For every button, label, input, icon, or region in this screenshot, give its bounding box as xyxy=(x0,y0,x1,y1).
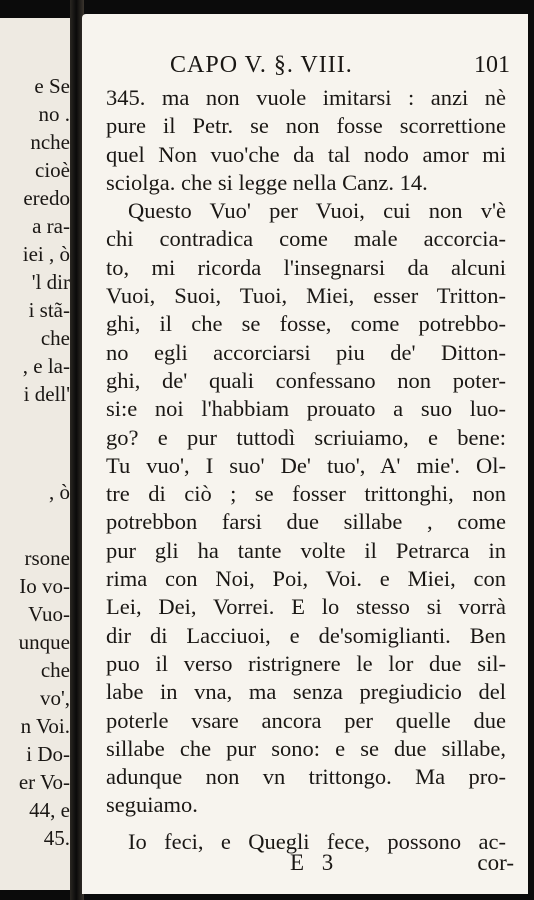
text-line: adunque non vn trittongo. Ma pro- xyxy=(106,764,506,790)
left-fragment: Vuo- xyxy=(28,602,70,626)
text-line: seguiamo. xyxy=(106,792,198,818)
left-fragment: eredo xyxy=(23,186,70,210)
text-line: to, mi ricorda l'insegnarsi da alcuni xyxy=(106,254,506,280)
left-fragment: i dell' xyxy=(23,382,70,406)
left-fragment: vo', xyxy=(39,686,70,710)
text-line: Vuoi, Suoi, Tuoi, Miei, esser Tritton- xyxy=(106,283,506,309)
page-footer xyxy=(82,850,528,880)
left-fragment: e Se xyxy=(34,74,70,98)
text-line: labe in vna, ma senza pregiudicio del xyxy=(106,679,506,705)
left-fragment: rsone xyxy=(24,546,70,570)
running-header: CAPO V. §. VIII. xyxy=(170,52,353,78)
left-fragment: 'l dir xyxy=(31,270,70,294)
left-fragment: 44, e xyxy=(29,798,70,822)
text-line: no egli accorciarsi piu de' Ditton- xyxy=(106,339,506,365)
text-line: rima con Noi, Poi, Voi. e Miei, con xyxy=(106,566,506,592)
left-fragment: , e la- xyxy=(22,354,70,378)
text-line: poterle vsare ancora per quelle due xyxy=(106,707,506,733)
text-line: Io feci, e Quegli fece, possono ac- xyxy=(128,828,506,854)
text-line: sillabe che pur sono: e se due sillabe, xyxy=(106,735,506,761)
left-fragment: no . xyxy=(38,102,70,126)
text-line: ghi, il che se fosse, come potrebbo- xyxy=(106,311,506,337)
text-line: sciolga. che si legge nella Canz. 14. xyxy=(106,169,428,195)
text-line: Questo Vuo' per Vuoi, cui non v'è xyxy=(128,198,506,224)
left-fragment: cioè xyxy=(35,158,70,182)
left-fragment: , ò xyxy=(49,480,70,504)
catchword: cor- xyxy=(477,850,514,875)
left-fragment: i Do- xyxy=(26,742,70,766)
body-text xyxy=(106,84,506,856)
left-fragment: unque xyxy=(18,630,70,654)
left-fragment: Io vo- xyxy=(19,574,70,598)
left-fragment: che xyxy=(40,658,70,682)
text-line: pure il Petr. se non fosse scorrettione xyxy=(106,113,506,139)
left-fragment: a ra- xyxy=(32,214,70,238)
text-line: Tu vuo', I suo' De' tuo', A' mie'. Ol- xyxy=(106,452,506,478)
text-line: Lei, Dei, Vorrei. E lo stesso si vorrà xyxy=(106,594,506,620)
text-line: tre di ciò ; se fosser trittonghi, non xyxy=(106,481,506,507)
text-line: pur gli ha tante volte il Petrarca in xyxy=(106,537,506,563)
left-fragment: che xyxy=(40,326,70,350)
left-fragment: iei , ò xyxy=(22,242,70,266)
text-line: dir di Lacciuoi, e de'somiglianti. Ben xyxy=(106,622,506,648)
left-page-fragment xyxy=(0,18,76,890)
left-fragment: 45. xyxy=(43,826,70,850)
text-line: puo il verso ristrignere le lor due sil- xyxy=(106,650,506,676)
left-fragment: i stã- xyxy=(28,298,70,322)
text-line: ghi, de' quali confessano non poter- xyxy=(106,367,506,393)
text-line: chi contradica come male accorcia- xyxy=(106,226,506,252)
page-number: 101 xyxy=(474,52,510,78)
left-fragment: n Voi. xyxy=(20,714,70,738)
text-line: 345. ma non vuole imitarsi : anzi nè xyxy=(106,85,506,110)
text-line: go? e pur tuttodì scriuiamo, e bene: xyxy=(106,424,506,450)
left-fragment: er Vo- xyxy=(18,770,70,794)
text-line: potrebbon farsi due sillabe , come xyxy=(106,509,506,535)
text-line: si:e noi l'habbiam prouato a suo luo- xyxy=(106,396,506,422)
right-page xyxy=(82,14,528,894)
signature-mark: E 3 xyxy=(290,850,340,875)
text-line: quel Non vuo'che da tal nodo amor mi xyxy=(106,141,506,167)
left-fragment: nche xyxy=(30,130,70,154)
